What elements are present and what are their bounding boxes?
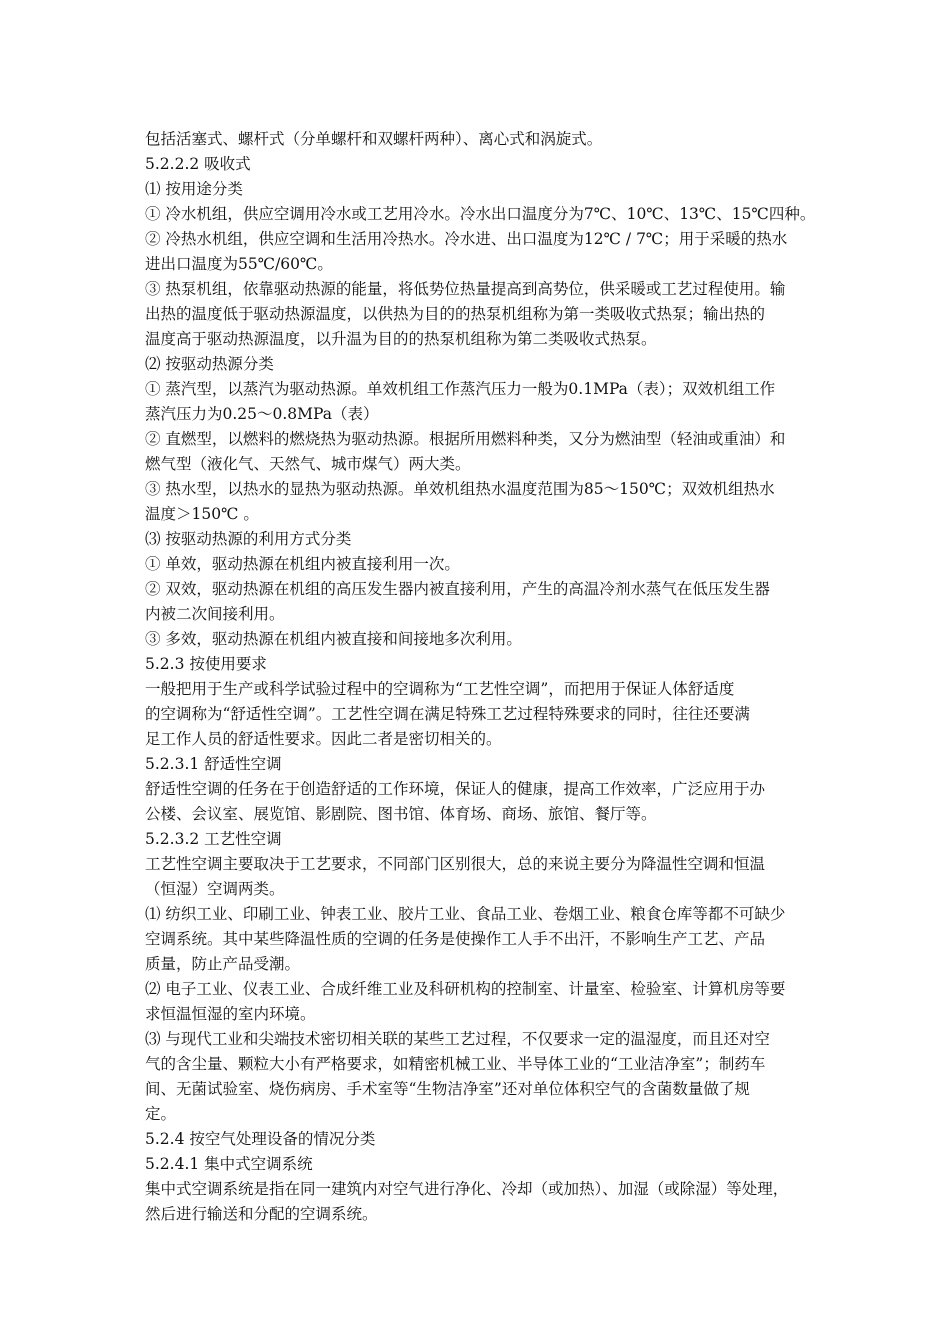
section-heading: 5.2.3.2 工艺性空调 bbox=[145, 830, 282, 848]
text-line: 间、无菌试验室、烧伤病房、手术室等“生物洁净室”还对单位体积空气的含菌数量做了规 bbox=[145, 1080, 750, 1098]
section-heading: 5.2.4.1 集中式空调系统 bbox=[145, 1155, 313, 1173]
text-line: 然后进行输送和分配的空调系统。 bbox=[145, 1205, 378, 1223]
text-line: 一般把用于生产或科学试验过程中的空调称为“工艺性空调”，而把用于保证人体舒适度 bbox=[145, 680, 735, 698]
text-line: ② 直燃型，以燃料的燃烧热为驱动热源。根据所用燃料种类，又分为燃油型（轻油或重油）和 bbox=[145, 430, 786, 448]
text-line: 出热的温度低于驱动热源温度，以供热为目的的热泵机组称为第一类吸收式热泵；输出热的 bbox=[145, 305, 766, 323]
text-line: 的空调称为“舒适性空调”。工艺性空调在满足特殊工艺过程特殊要求的同时，往往还要满 bbox=[145, 705, 750, 723]
text-line: 质量，防止产品受潮。 bbox=[145, 955, 301, 973]
text-line: 空调系统。其中某些降温性质的空调的任务是使操作工人手不出汗，不影响生产工艺、产品 bbox=[145, 930, 766, 948]
subsection-heading: ⑶ 按驱动热源的利用方式分类 bbox=[145, 530, 352, 548]
text-line: ⑴ 纺织工业、印刷工业、钟表工业、胶片工业、食品工业、卷烟工业、粮食仓库等都不可缺少 bbox=[145, 905, 786, 923]
section-heading: 5.2.3 按使用要求 bbox=[145, 655, 267, 673]
text-line: 求恒温恒湿的室内环境。 bbox=[145, 1005, 316, 1023]
text-line: 集中式空调系统是指在同一建筑内对空气进行净化、冷却（或加热）、加湿（或除湿）等处理， bbox=[145, 1180, 789, 1198]
text-line: 定。 bbox=[145, 1105, 177, 1123]
text-line: ② 冷热水机组，供应空调和生活用冷热水。冷水进、出口温度为12℃ / 7℃；用于采暖的热水 bbox=[145, 230, 788, 248]
text-line: 气的含尘量、颗粒大小有严格要求，如精密机械工业、半导体工业的“工业洁净室”；制药车 bbox=[145, 1055, 766, 1073]
subsection-heading: ⑴ 按用途分类 bbox=[145, 180, 243, 198]
text-line: 温度＞150℃ 。 bbox=[145, 505, 259, 523]
subsection-heading: ⑵ 按驱动热源分类 bbox=[145, 355, 274, 373]
text-line: ⑵ 电子工业、仪表工业、合成纤维工业及科研机构的控制室、计量室、检验室、计算机房等要 bbox=[145, 980, 786, 998]
text-line: 足工作人员的舒适性要求。因此二者是密切相关的。 bbox=[145, 730, 502, 748]
text-line: ⑶ 与现代工业和尖端技术密切相关联的某些工艺过程，不仅要求一定的温湿度，而且还对空 bbox=[145, 1030, 770, 1048]
section-heading: 5.2.4 按空气处理设备的情况分类 bbox=[145, 1130, 376, 1148]
text-line: ① 单效，驱动热源在机组内被直接利用一次。 bbox=[145, 555, 460, 573]
document-body bbox=[145, 127, 825, 1227]
section-heading: 5.2.3.1 舒适性空调 bbox=[145, 755, 282, 773]
section-heading: 5.2.2.2 吸收式 bbox=[145, 155, 251, 173]
text-line: ③ 热泵机组，依靠驱动热源的能量，将低势位热量提高到高势位，供采暖或工艺过程使用。输 bbox=[145, 280, 786, 298]
text-line: ③ 多效，驱动热源在机组内被直接和间接地多次利用。 bbox=[145, 630, 522, 648]
text-line: 蒸汽压力为0.25～0.8MPa（表） bbox=[145, 405, 379, 423]
text-line: 燃气型（液化气、天然气、城市煤气）两大类。 bbox=[145, 455, 471, 473]
text-line: 内被二次间接利用。 bbox=[145, 605, 285, 623]
text-line: 公楼、会议室、展览馆、影剧院、图书馆、体育场、商场、旅馆、餐厅等。 bbox=[145, 805, 657, 823]
text-line: 工艺性空调主要取决于工艺要求，不同部门区别很大，总的来说主要分为降温性空调和恒温 bbox=[145, 855, 766, 873]
text-line: ② 双效，驱动热源在机组的高压发生器内被直接利用，产生的高温冷剂水蒸气在低压发生器 bbox=[145, 580, 770, 598]
text-line: ① 冷水机组，供应空调用冷水或工艺用冷水。冷水出口温度分为7℃、10℃、13℃、15℃四种。 bbox=[145, 205, 816, 223]
text-line: 包括活塞式、螺杆式（分单螺杆和双螺杆两种）、离心式和涡旋式。 bbox=[145, 130, 603, 148]
text-line: 舒适性空调的任务在于创造舒适的工作环境，保证人的健康，提高工作效率，广泛应用于办 bbox=[145, 780, 766, 798]
text-line: （恒湿）空调两类。 bbox=[145, 880, 285, 898]
text-line: ③ 热水型，以热水的显热为驱动热源。单效机组热水温度范围为85～150℃；双效机组热水 bbox=[145, 480, 775, 498]
text-line: ① 蒸汽型，以蒸汽为驱动热源。单效机组工作蒸汽压力一般为0.1MPa（表）；双效机组工作 bbox=[145, 380, 776, 398]
text-line: 温度高于驱动热源温度，以升温为目的的热泵机组称为第二类吸收式热泵。 bbox=[145, 330, 657, 348]
text-line: 进出口温度为55℃/60℃。 bbox=[145, 255, 333, 273]
